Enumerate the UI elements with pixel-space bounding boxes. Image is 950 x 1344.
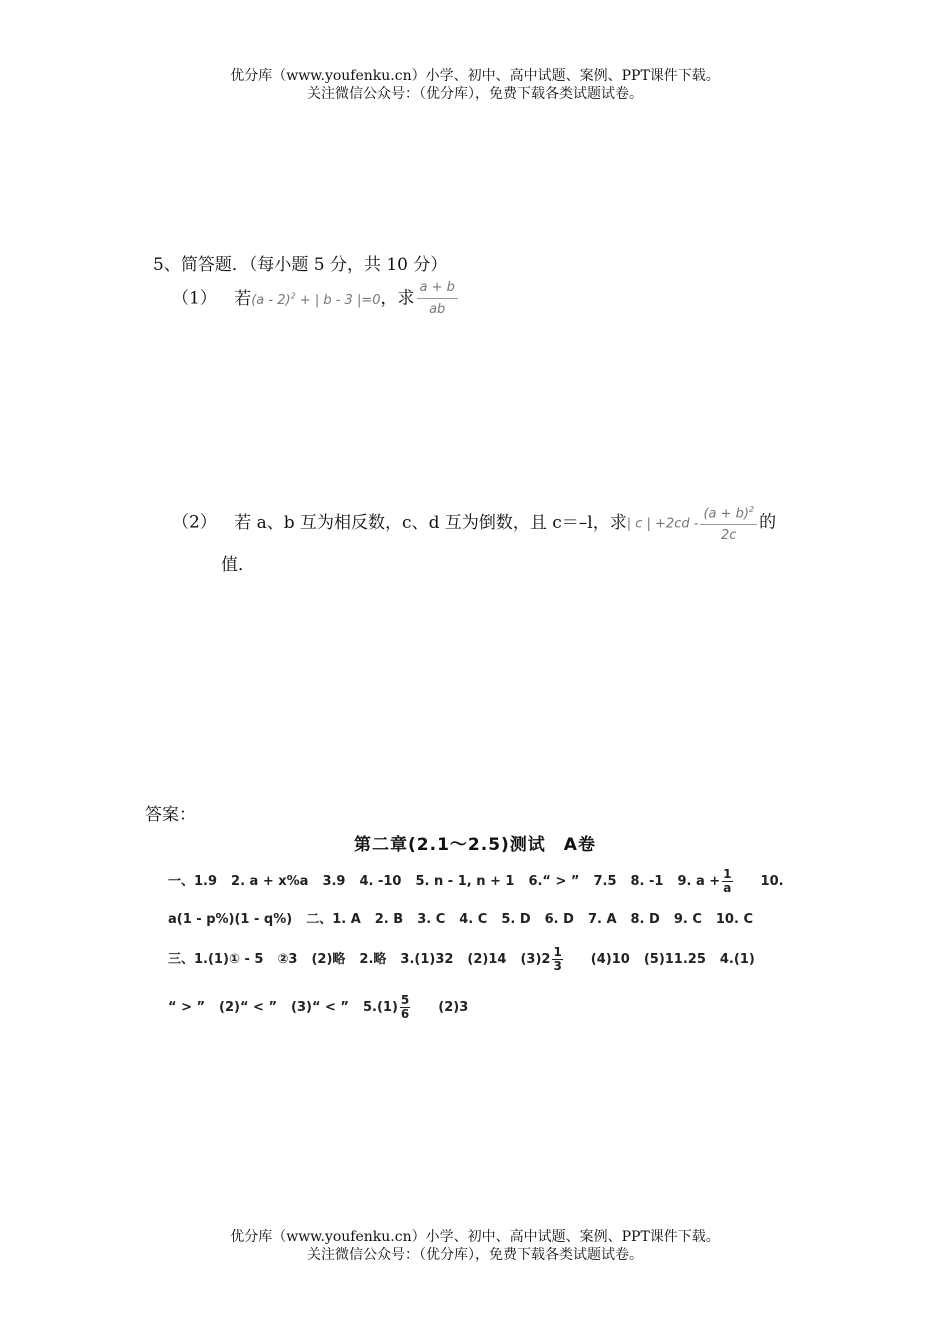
question-2-label: （2） [172, 512, 217, 533]
footer-line-2: 关注微信公众号：（优分库），免费下载各类试题试卷。 [307, 1247, 643, 1263]
answers-label: 答案： [145, 805, 196, 825]
answer-row-3: 三、1.(1)① - 5 ②3 (2)略 2.略 3.(1)32 (2)14 (3)2 $\frac{1}{3}$ (4)10 (5)11.25 4.(1) [168, 945, 755, 973]
answer-fraction-1-over-3: $\frac{1}{3}$ [553, 945, 562, 973]
question-1-fraction: $\frac{a + b}{ab}$ [417, 280, 458, 318]
answer-fraction-5-over-6: $\frac{5}{6}$ [400, 993, 410, 1021]
answer-fraction-1-over-a: $\frac{1}{a}$ [723, 867, 732, 895]
answer-row-4: “ > ” (2)“ < ” (3)“ < ” 5.(1) $\frac{5}{6}$ (2)3 [168, 993, 469, 1021]
question-1-mid: ，求 [380, 288, 415, 309]
question-2-fraction: $\frac{(a + b)^2}{2c}$ [700, 502, 757, 544]
answers-title: 第二章(2.1～2.5)测试 A卷 [354, 835, 596, 855]
section-title: 5、简答题．（每小题 5 分，共 10 分） [153, 255, 448, 275]
question-2-text: 若 a、b 互为相反数，c、d 互为倒数，且 c＝–l，求 [234, 512, 627, 533]
header-line-1: 优分库（www.youfenku.cn）小学、初中、高中试题、案例、PPT课件下载。 [230, 68, 720, 84]
question-1-expression: (a - 2)$^2$ + | b - 3 |=0 [251, 291, 381, 308]
answer-row-1: 一、1.9 2. a + x%a 3.9 4. -10 5. n - 1, n + 1 6.“ > ” 7.5 8. -1 9. a + $\frac{1}{a}$ 10. [168, 867, 784, 895]
question-1-label: （1） [172, 288, 217, 309]
question-2-suffix: 的 [759, 512, 777, 533]
answer-row-2: a(1 - p%)(1 - q%) 二、1. A 2. B 3. C 4. C 5. D 6. D 7. A 8. D 9. C 10. C [168, 912, 753, 927]
question-2-line-2: 值． [221, 555, 255, 575]
question-2 [172, 502, 776, 544]
question-1-prefix: 若 [234, 288, 252, 309]
header-line-2: 关注微信公众号：（优分库），免费下载各类试题试卷。 [307, 86, 643, 102]
question-1 [172, 280, 460, 318]
footer-line-1: 优分库（www.youfenku.cn）小学、初中、高中试题、案例、PPT课件下载。 [230, 1229, 720, 1245]
question-2-expression: | c | +2cd - [626, 516, 699, 532]
